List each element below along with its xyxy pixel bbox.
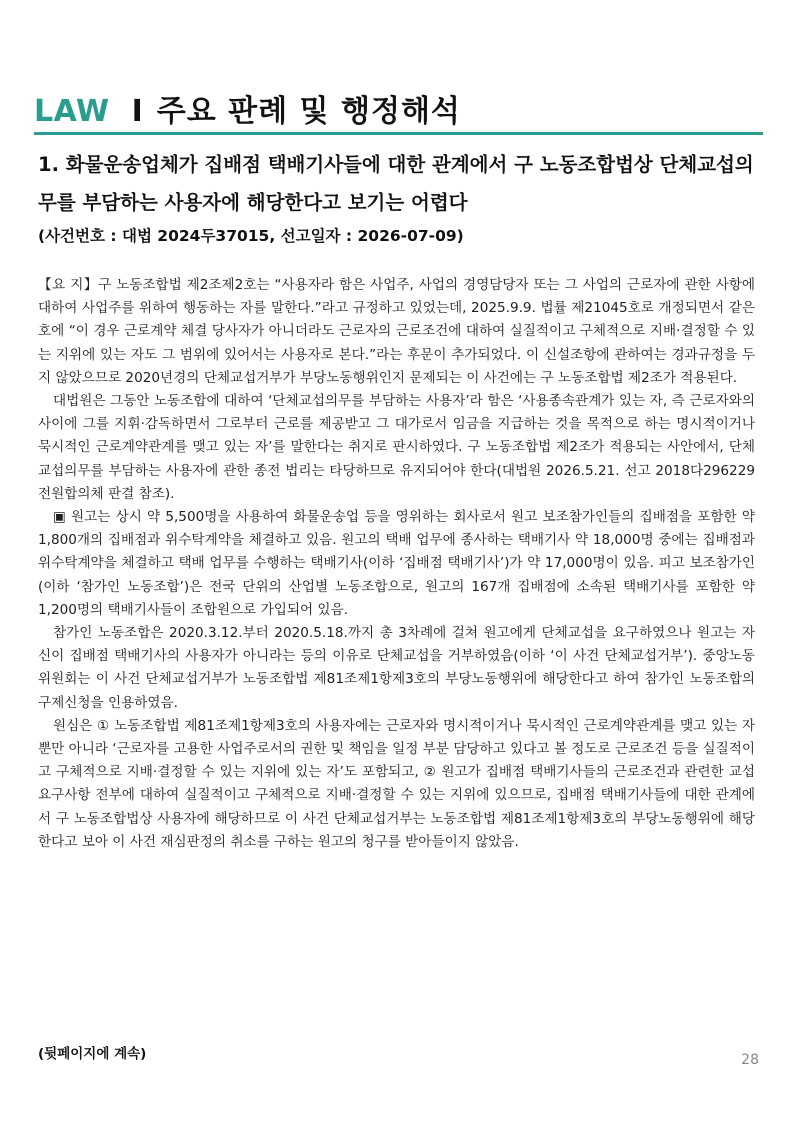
body-paragraph: 원심은 ① 노동조합법 제81조제1항제3호의 사용자에는 근로자와 명시적이거나 묵시적인 근로계약관계를 맺고 있는 자뿐만 아니라 ‘근로자를 고용한 사업주로서의 권한 및 책임을 일정 부분 담당하고 있다고 볼 정도로 근로조건 등을 실질적이고 구체적으로 지배·결정할 수 있는 지위에 있는 자’도 포함되고, ② 원고가 집배점 택배기사들의 근로조건과 관련한 교섭요구사항 전부에 대하여 실질적이고 구체적으로 지배·결정할 수 있는 지위에 있으므로, 집배점 택배기사들에 대한 관계에서 구 노동조합법상 사용자에 해당하므로 이 사건 단체교섭거부는 노동조합법 제81조제1항제3호의 부당노동행위에 해당한다고 보아 이 사건 재심판정의 취소를 구하는 원고의 청구를 받아들이지 않았음. bbox=[38, 717, 755, 850]
section-header bbox=[34, 86, 461, 129]
summary-paragraph: 【요 지】구 노동조합법 제2조제2호는 “사용자라 함은 사업주, 사업의 경영담당자 또는 그 사업의 근로자에 관한 사항에 대하여 사업주를 위하여 행동하는 자를 말한다.”라고 규정하고 있었는데, 2025.9.9. 법률 제21045호로 개정되면서 같은 호에 “이 경우 근로계약 체결 당사자가 아니더라도 근로자의 근로조건에 대하여 실질적이고 구체적으로 지배·결정할 수 있는 지위에 있는 자도 그 범위에 있어서는 사용자로 본다.”라는 후문이 추가되었다. 이 신설조항에 관하여는 경과규정을 두지 않았으므로 2020년경의 단체교섭거부가 부당노동행위인지 문제되는 이 사건에는 구 노동조합법 제2조가 적용된다. bbox=[38, 277, 755, 386]
page-number: 28 bbox=[741, 1052, 759, 1068]
section-bar: I bbox=[131, 94, 143, 129]
header-divider bbox=[34, 132, 763, 135]
law-label: LAW bbox=[34, 94, 110, 129]
case-body bbox=[38, 274, 755, 854]
case-meta: (사건번호 : 대법 2024두37015, 선고일자 : 2026-07-09) bbox=[38, 227, 464, 245]
case-title: 1. 화물운송업체가 집배점 택배기사들에 대한 관계에서 구 노동조합법상 단체교섭의무를 부담하는 사용자에 해당한다고 보기는 어렵다 bbox=[38, 153, 754, 214]
body-paragraph: 참가인 노동조합은 2020.3.12.부터 2020.5.18.까지 총 3차례에 걸쳐 원고에게 단체교섭을 요구하였으나 원고는 자신이 집배점 택배기사의 사용자가 아니라는 등의 이유로 단체교섭을 거부하였음(이하 ‘이 사건 단체교섭거부’). 중앙노동위원회는 이 사건 단체교섭거부가 노동조합법 제81조제1항제3호의 부당노동행위에 해당한다고 하여 참가인 노동조합의 구제신청을 인용하였음. bbox=[38, 625, 755, 711]
body-paragraph: 대법원은 그동안 노동조합에 대하여 ‘단체교섭의무를 부담하는 사용자’라 함은 ‘사용종속관계가 있는 자, 즉 근로자와의 사이에 그를 지휘·감독하면서 그로부터 근로를 제공받고 그 대가로서 임금을 지급하는 것을 목적으로 하는 명시적이거나 묵시적인 근로계약관계를 맺고 있는 자’를 말한다는 취지로 판시하였다. 구 노동조합법 제2조가 적용되는 사안에서, 단체교섭의무를 부담하는 사용자에 관한 종전 법리는 타당하므로 유지되어야 한다(대법원 2026.5.21. 선고 2018다296229 전원합의체 판결 참조). bbox=[38, 393, 756, 502]
section-title: 주요 판례 및 행정해석 bbox=[156, 94, 461, 129]
continued-note: (뒷페이지에 계속) bbox=[38, 1046, 147, 1062]
facts-paragraph: ▣ 원고는 상시 약 5,500명을 사용하여 화물운송업 등을 영위하는 회사로서 원고 보조참가인들의 집배점을 포함한 약 1,800개의 집배점과 위수탁계약을 체결하고 있음. 원고의 택배 업무에 종사하는 택배기사 약 18,000명 중에는 집배점과 위수탁계약을 체결하고 택배 업무를 수행하는 택배기사(이하 ‘집배점 택배기사’)가 약 17,000명이 있음. 피고 보조참가인(이하 ‘참가인 노동조합’)은 전국 단위의 산업별 노동조합으로, 원고의 167개 집배점에 소속된 택배기사를 포함한 약 1,200명의 택배기사들이 조합원으로 가입되어 있음. bbox=[38, 509, 755, 618]
